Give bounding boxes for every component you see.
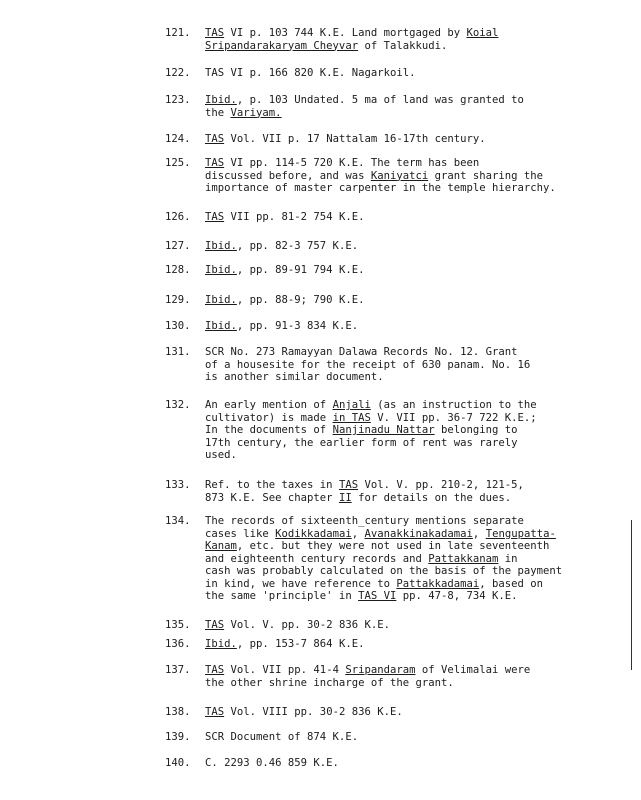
text-line (205, 565, 625, 578)
underlined-term: TAS (205, 619, 225, 631)
text-line (205, 157, 625, 170)
underlined-term: Pattakkanam (428, 552, 499, 565)
text-line (205, 449, 625, 462)
underlined-term: Nanjinadu Nattar (332, 424, 435, 436)
footnote-122 (165, 67, 625, 80)
footnote-number: 129. (165, 294, 191, 306)
text-run: , etc. but they were not used in late seventeenth (236, 540, 550, 552)
footnote-number: 127. (165, 240, 191, 252)
underlined-term: Avanakkinakadamai (364, 527, 473, 540)
text-run: , (472, 527, 486, 540)
underlined-term: TAS (205, 157, 225, 169)
text-run: , based on (479, 577, 544, 590)
text-run: , pp. 89-91 794 K.E. (236, 264, 365, 276)
text-line (205, 94, 625, 107)
underlined-term: Ibid. (205, 638, 237, 650)
footnote-number: 137. (165, 664, 191, 676)
footnote-133 (165, 479, 625, 504)
text-line (205, 706, 625, 719)
underlined-term: Ibid. (205, 264, 237, 276)
text-run: Ref. to the taxes in (205, 479, 339, 491)
footnote-number: 122. (165, 67, 191, 79)
footnote-127 (165, 240, 625, 253)
footnote-123 (165, 94, 625, 119)
text-line (205, 619, 625, 632)
text-line (205, 677, 625, 690)
text-run: cases like (205, 527, 276, 540)
footnote-128 (165, 264, 625, 277)
footnote-text (205, 515, 625, 603)
text-run: belonging to (434, 424, 518, 436)
text-line (205, 424, 625, 437)
footnote-text (205, 706, 625, 719)
underlined-term: Pattakkadamai (396, 577, 480, 590)
text-line (205, 359, 625, 372)
text-line (205, 553, 625, 566)
footnote-text (205, 479, 625, 504)
footnote-number: 134. (165, 515, 191, 527)
text-line (205, 590, 625, 603)
text-run: An early mention of (205, 399, 333, 411)
footnote-number: 139. (165, 731, 191, 743)
footnote-text (205, 240, 625, 253)
text-line (205, 40, 625, 53)
text-run: in kind, we have reference to (205, 577, 397, 590)
text-line (205, 412, 625, 425)
scan-edge-mark (631, 520, 632, 670)
underlined-term: Ibid. (205, 320, 237, 332)
text-line (205, 67, 625, 80)
underlined-term: Sripandaram (345, 664, 416, 676)
footnote-text (205, 94, 625, 119)
footnote-number: 140. (165, 757, 191, 769)
text-run: The records of sixteenth_century mentions separate (205, 515, 524, 527)
text-run: , pp. 153-7 864 K.E. (236, 638, 365, 650)
footnote-text (205, 264, 625, 277)
underlined-term: Variyam. (230, 106, 282, 119)
text-run: 17th century, the earlier form of rent was rarely (205, 436, 518, 449)
footnote-text (205, 757, 625, 770)
text-line (205, 479, 625, 492)
text-run: V. VII pp. 36-7 722 K.E.; (370, 411, 537, 424)
footnote-number: 130. (165, 320, 191, 332)
footnote-126 (165, 211, 625, 224)
underlined-term: TAS (205, 664, 225, 676)
text-run: the same 'principle' in (205, 590, 359, 602)
text-run: for details on the dues. (351, 491, 512, 504)
text-line (205, 540, 625, 553)
text-run: of Velimalai were (415, 664, 531, 676)
underlined-term: Koial (466, 27, 499, 39)
text-line (205, 578, 625, 591)
footnote-number: 125. (165, 157, 191, 169)
footnote-number: 132. (165, 399, 191, 411)
text-line (205, 182, 625, 195)
text-run: , pp. 88-9; 790 K.E. (236, 294, 365, 306)
underlined-term: TAS (205, 133, 225, 145)
text-line (205, 107, 625, 120)
underlined-term: II (338, 491, 352, 504)
text-run: Vol. VII pp. 41-4 (224, 664, 346, 676)
text-line (205, 133, 625, 146)
text-run: pp. 47-8, 734 K.E. (396, 590, 518, 602)
underlined-term: TAS (338, 479, 359, 491)
text-run: SCR No. 273 Ramayyan Dalawa Records No. 12. Grant (205, 346, 518, 358)
text-run: the (205, 106, 231, 119)
text-run: , p. 103 Undated. 5 ma of land was granted to (236, 94, 524, 106)
text-run: (as an instruction to the (370, 399, 537, 411)
footnote-number: 126. (165, 211, 191, 223)
text-run: VI p. 103 744 K.E. Land mortgaged by (224, 27, 467, 39)
footnote-text (205, 27, 625, 52)
footnote-number: 123. (165, 94, 191, 106)
text-run: , pp. 91-3 834 K.E. (236, 320, 359, 332)
footnote-131 (165, 346, 625, 384)
underlined-term: Kanam (205, 540, 237, 552)
text-line (205, 170, 625, 183)
footnote-139 (165, 731, 625, 744)
footnote-text (205, 67, 625, 80)
text-run: used. (205, 449, 237, 461)
footnote-text (205, 157, 625, 195)
text-run: , (351, 527, 365, 540)
footnote-text (205, 619, 625, 632)
footnote-number: 138. (165, 706, 191, 718)
footnote-number: 136. (165, 638, 191, 650)
text-line (205, 211, 625, 224)
text-run: Vol. VII p. 17 Nattalam 16-17th century. (224, 133, 486, 145)
text-line (205, 27, 625, 40)
text-line (205, 240, 625, 253)
underlined-term: TAS VI (358, 590, 397, 602)
footnote-text (205, 133, 625, 146)
text-run: grant sharing the (428, 169, 544, 182)
footnote-text (205, 346, 625, 384)
footnote-138 (165, 706, 625, 719)
text-line (205, 492, 625, 505)
footnote-135 (165, 619, 625, 632)
text-run: discussed before, and was (205, 169, 371, 182)
footnote-140 (165, 757, 625, 770)
footnote-121 (165, 27, 625, 52)
text-run: the other shrine incharge of the grant. (205, 676, 454, 689)
text-line (205, 664, 625, 677)
footnote-number: 128. (165, 264, 191, 276)
footnote-number: 121. (165, 27, 191, 39)
footnote-text (205, 294, 625, 307)
underlined-term: Ibid. (205, 294, 237, 306)
footnote-text (205, 664, 625, 689)
text-line (205, 528, 625, 541)
text-line (205, 346, 625, 359)
text-run: in (498, 552, 518, 565)
footnote-number: 133. (165, 479, 191, 491)
text-line (205, 437, 625, 450)
text-run: TAS VI p. 166 820 K.E. Nagarkoil. (205, 67, 416, 79)
text-run: In the documents of (205, 424, 333, 436)
underlined-term: Ibid. (205, 94, 237, 106)
text-run: 873 K.E. See chapter (205, 491, 339, 504)
text-run: , pp. 82-3 757 K.E. (236, 240, 359, 252)
footnote-136 (165, 638, 625, 651)
text-run: cash was probably calculated on the basis of the payment (205, 565, 563, 577)
text-line (205, 515, 625, 528)
text-run: of a housesite for the receipt of 630 panam. No. 16 (205, 358, 531, 371)
text-run: Vol. VIII pp. 30-2 836 K.E. (224, 706, 403, 718)
underlined-term: Kodikkadamai (275, 527, 352, 540)
text-run: cultivator) is made (205, 411, 333, 424)
text-line (205, 320, 625, 333)
text-run: importance of master carpenter in the temple hierarchy. (205, 182, 556, 194)
text-run: and eighteenth century records and (205, 552, 429, 565)
underlined-term: Tengupatta- (485, 527, 556, 540)
underlined-term: TAS (205, 706, 225, 718)
footnote-124 (165, 133, 625, 146)
text-run: VII pp. 81-2 754 K.E. (224, 211, 365, 223)
footnote-134 (165, 515, 625, 603)
footnote-text (205, 399, 625, 462)
footnote-132 (165, 399, 625, 462)
underlined-term: TAS (205, 211, 225, 223)
footnote-137 (165, 664, 625, 689)
underlined-term: Kaniyatci (370, 169, 429, 182)
text-line (205, 757, 625, 770)
underlined-term: Ibid. (205, 240, 237, 252)
footnote-text (205, 320, 625, 333)
footnote-text (205, 638, 625, 651)
underlined-term: Anjali (332, 399, 371, 411)
text-run: Vol. V. pp. 30-2 836 K.E. (224, 619, 390, 631)
footnote-number: 124. (165, 133, 191, 145)
text-line (205, 731, 625, 744)
underlined-term: Sripandarakaryam Cheyvar (205, 39, 359, 52)
text-line (205, 638, 625, 651)
underlined-term: in TAS (332, 411, 371, 424)
footnote-text (205, 731, 625, 744)
footnote-129 (165, 294, 625, 307)
text-line (205, 264, 625, 277)
footnote-number: 131. (165, 346, 191, 358)
footnote-text (205, 211, 625, 224)
text-run: SCR Document of 874 K.E. (205, 731, 359, 743)
footnote-125 (165, 157, 625, 195)
underlined-term: TAS (205, 27, 225, 39)
text-line (205, 294, 625, 307)
footnote-number: 135. (165, 619, 191, 631)
text-run: of Talakkudi. (358, 39, 448, 52)
text-run: C. 2293 0.46 859 K.E. (205, 757, 339, 769)
footnote-130 (165, 320, 625, 333)
text-run: is another similar document. (205, 371, 384, 383)
text-run: VI pp. 114-5 720 K.E. The term has been (224, 157, 480, 169)
text-run: Vol. V. pp. 210-2, 121-5, (358, 479, 524, 491)
text-line (205, 399, 625, 412)
text-line (205, 371, 625, 384)
